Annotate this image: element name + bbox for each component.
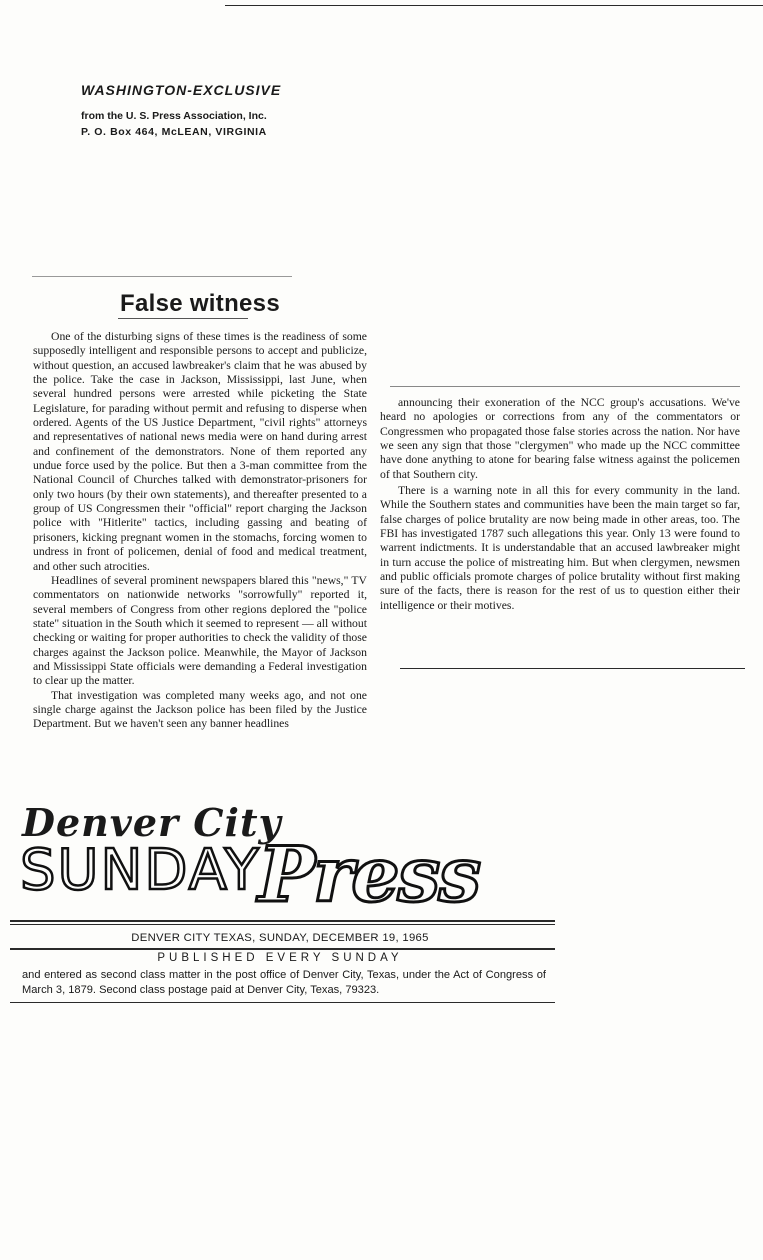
- top-edge-rule: [225, 5, 763, 6]
- nameplate-press: Press: [258, 830, 480, 919]
- nameplate-rule-top: [10, 920, 555, 922]
- column-top-rule: [390, 386, 740, 387]
- newspaper-nameplate: [20, 800, 550, 918]
- issue-dateline: DENVER CITY TEXAS, SUNDAY, DECEMBER 19, 1965: [131, 932, 429, 944]
- dateline-rule: [10, 948, 555, 950]
- publication-frequency: PUBLISHED EVERY SUNDAY: [157, 952, 403, 964]
- headline-underline: [118, 318, 248, 319]
- article-column-left: [33, 330, 367, 732]
- nameplate-city: Denver City: [22, 800, 282, 845]
- article-paragraph: That investigation was completed many weeks ago, and not one single charge against the Jackson police has been filed by the Justice Department. But we haven't seen any banner headlines: [33, 688, 367, 731]
- bottom-rule: [10, 1002, 555, 1003]
- clipping-edge-mark: [32, 276, 292, 277]
- syndicate-title: WASHINGTON-EXCLUSIVE: [81, 82, 282, 98]
- nameplate-sunday: SUNDAY: [20, 838, 261, 903]
- syndicate-address: P. O. Box 464, McLEAN, VIRGINIA: [81, 126, 267, 138]
- article-paragraph: There is a warning note in all this for every community in the land. While the Southern states and communities have been the main target so far, false charges of police brutality are now being made in other areas, too. The FBI has investigated 1787 such allegations this year. Only 13 were found to warrent indictments. It is understandable that an accused lawbreaker might in turn accuse the police of mistreating him. But when clergymen, newsmen and public officials promote charges of police brutality without first making sure of the facts, there is reason for the rest of us to question either their intelligence or their motives.: [380, 484, 740, 612]
- article-paragraph: Headlines of several prominent newspapers blared this "news," TV commentators on nationwide networks "sorrowfully" reported it, several members of Congress from other regions deplored the "police state" situation in the South which it seemed to represent — all without checking or waiting for proper authorities to check the validity of those charges against the Jackson police. Meanwhile, the Mayor of Jackson and Mississippi State officials were demanding a Federal investigation to clear up the matter.: [33, 573, 367, 688]
- article-column-right: [380, 396, 740, 613]
- article-paragraph: One of the disturbing signs of these times is the readiness of some supposedly intelligent and responsible persons to accept and publicize, without question, an accused lawbreaker's claim that he was abused by the police. Take the case in Jackson, Mississippi, last June, when several hundred persons were arrested while picketing the State Legislature, for parading without permit and refusing to disperse when ordered. Agents of the US Justice Department, "civil rights" attorneys and representatives of national news media were on hand during arrest and confinement of the demonstrators. None of them reported any undue force used by the police. But then a 3-man committee from the National Council of Churches talked with demonstrator-prisoners for only two hours (by their own statements), and thereafter presented to a group of US Congressmen their "official" report charging the Jackson police with "Hitlerite" tactics, including gassing and beating of prisoners, kicking pregnant women in the stomachs, forcing women to undress in front of policemen, denial of food and medical treatment, and other such atrocities.: [33, 330, 367, 573]
- nameplate-rule-thin: [10, 924, 555, 925]
- postal-entry-notice: and entered as second class matter in the post office of Denver City, Texas, under the Act of Congress of March 3, 1879. Second class postage paid at Denver City, Texas, 79323.: [22, 969, 546, 996]
- syndicate-source: from the U. S. Press Association, Inc.: [81, 110, 267, 122]
- column-bottom-rule: [400, 668, 745, 669]
- article-paragraph: announcing their exoneration of the NCC group's accusations. We've heard no apologies or corrections from any of the commentators or Congressmen who propagated those false stories across the nation. Nor have we seen any sign that those "clergymen" who made up the NCC committee have done anything to atone for bearing false witness against the policemen of that Southern city.: [380, 396, 740, 481]
- article-headline: False witness: [120, 290, 280, 317]
